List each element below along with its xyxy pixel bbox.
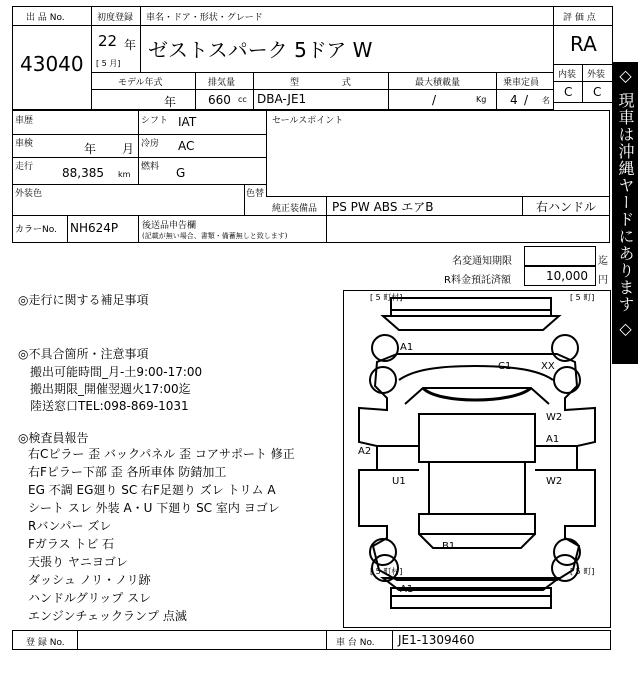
notice-deadline-box: [524, 246, 596, 266]
car-outline-diagram: [343, 290, 611, 628]
model-year-label: モデル年式: [118, 78, 163, 88]
capacity-separator: /: [524, 93, 529, 107]
aftermarket-label: 後送品申告欄: [142, 221, 197, 231]
capacity-label: 乗車定員: [503, 78, 540, 88]
first-reg-month: [ 5 月]: [96, 59, 121, 68]
inspector-line: ダッシュ ノリ・ノリ跡: [28, 573, 151, 587]
history-label: 車歴: [15, 116, 34, 126]
displacement-label: 排気量: [208, 78, 236, 88]
capacity-value: 4: [510, 93, 518, 107]
max-load-unit: Kg: [476, 95, 487, 104]
displacement-unit: cc: [238, 95, 247, 104]
inspector-line: 天張り ヤニヨゴレ: [28, 555, 128, 569]
mileage-label: 走行: [15, 162, 34, 172]
damage-mark: U1: [392, 476, 406, 487]
interior-label: 内装: [558, 70, 577, 80]
damage-mark: XX: [541, 361, 555, 372]
car-name-label: 車名・ドア・形状・グレード: [146, 13, 263, 23]
shift-label: シフト: [141, 116, 169, 126]
chassis-no-value: JE1-1309460: [398, 633, 475, 647]
first-reg-year: 22: [98, 32, 118, 50]
type-label: 型 式: [290, 78, 351, 88]
aircon-value: AC: [178, 139, 195, 153]
genuine-equipment-label: 純正装備品: [272, 204, 318, 214]
notice-deadline-unit: 迄: [598, 256, 608, 267]
chassis-no-label: 車 台 No.: [336, 638, 375, 648]
car-name: ゼストスパーク 5ドア W: [148, 38, 373, 62]
inspector-line: Rバンパー ズレ: [28, 519, 112, 533]
damage-mark: B1: [442, 541, 456, 552]
color-no-value: NH624P: [70, 221, 119, 235]
inspector-line: Fガラス トビ 石: [28, 537, 115, 551]
inspection-year-unit: 年: [84, 142, 97, 156]
lot-number: 43040: [20, 52, 84, 76]
inspector-line: 右Fピラー下部 歪 各所車体 防錆加工: [28, 465, 227, 479]
aircon-label: 冷房: [141, 139, 160, 149]
capacity-unit: 名: [542, 96, 550, 105]
inspector-line: EG 不調 EG廻り SC 右F足廻り ズレ トリム A: [28, 483, 276, 497]
lot-number-label: 出 品 No.: [26, 13, 65, 23]
reg-no-label: 登 録 No.: [26, 638, 65, 648]
damage-mark: A2: [358, 446, 372, 457]
location-banner: [612, 62, 638, 364]
recycle-fee-value: 10,000: [546, 269, 588, 283]
rating-value: RA: [570, 32, 597, 56]
defects-line: 搬出可能時間_月-土9:00-17:00: [30, 365, 203, 379]
inspection-month-unit: 月: [122, 142, 135, 156]
fuel-value: G: [176, 166, 186, 180]
displacement-value: 660: [208, 93, 231, 107]
color-change-label: 色替: [246, 189, 265, 199]
defects-line: 陸送窓口TEL:098-869-1031: [30, 399, 189, 413]
damage-mark: W2: [546, 476, 563, 487]
shift-value: IAT: [178, 115, 197, 129]
inspector-line: 右Cピラー 歪 バックパネル 歪 コアサポート 修正: [28, 447, 295, 461]
mileage-unit: km: [118, 170, 131, 179]
defects-line: 搬出期限_開催翌週火17:00迄: [30, 382, 191, 396]
type-value: DBA-JE1: [257, 92, 307, 106]
diagram-corner-label: [ 5 町村]: [370, 567, 403, 576]
damage-mark: A1: [546, 434, 560, 445]
damage-mark: C1: [498, 361, 512, 372]
max-load-label: 最大積載量: [415, 78, 461, 88]
inspector-title: ◎検査員報告: [18, 431, 89, 445]
damage-mark: W2: [546, 412, 563, 423]
color-no-label: カラーNo.: [15, 225, 57, 235]
location-banner-text: ◇ 現車は沖縄ヤードにあります ◇: [616, 66, 635, 340]
inspection-label: 車検: [15, 139, 34, 149]
fuel-label: 燃料: [141, 162, 160, 172]
max-load-separator: /: [432, 93, 437, 107]
exterior-label: 外装: [587, 70, 606, 80]
inspector-line: シート スレ 外装 A・U 下廻り SC 室内 ヨゴレ: [28, 501, 280, 515]
notice-deadline-label: 名変通知期限: [452, 256, 512, 267]
rating-label: 評 価 点: [563, 13, 596, 23]
first-reg-year-unit: 年: [124, 38, 137, 52]
diagram-corner-label: [ 5 町村]: [370, 293, 403, 302]
recycle-fee-label: R料金預託済額: [444, 275, 511, 286]
sales-point-label: セールスポイント: [272, 116, 344, 126]
interior-value: C: [564, 85, 573, 99]
equipment-value: PS PW ABS エアB: [332, 200, 434, 214]
defects-title: ◎不具合箇所・注意事項: [18, 347, 149, 361]
diagram-corner-label: [ 5 町]: [570, 293, 595, 302]
damage-mark: A1: [400, 584, 414, 595]
exterior-color-label: 外装色: [15, 189, 43, 199]
driving-notes-title: ◎走行に関する補足事項: [18, 293, 149, 307]
diagram-corner-label: [ 5 町]: [570, 567, 595, 576]
exterior-value: C: [593, 85, 602, 99]
mileage-value: 88,385: [62, 166, 104, 180]
inspector-line: エンジンチェックランプ 点滅: [28, 609, 187, 623]
recycle-fee-unit: 円: [598, 275, 608, 286]
handle-value: 右ハンドル: [536, 200, 597, 214]
model-year-unit: 年: [164, 95, 177, 109]
aftermarket-note: (記載が無い場合、書類・備蓄無しと致します): [142, 232, 288, 240]
damage-mark: A1: [400, 342, 414, 353]
inspector-line: ハンドルグリップ スレ: [28, 591, 152, 605]
first-reg-label: 初度登録: [97, 13, 134, 23]
